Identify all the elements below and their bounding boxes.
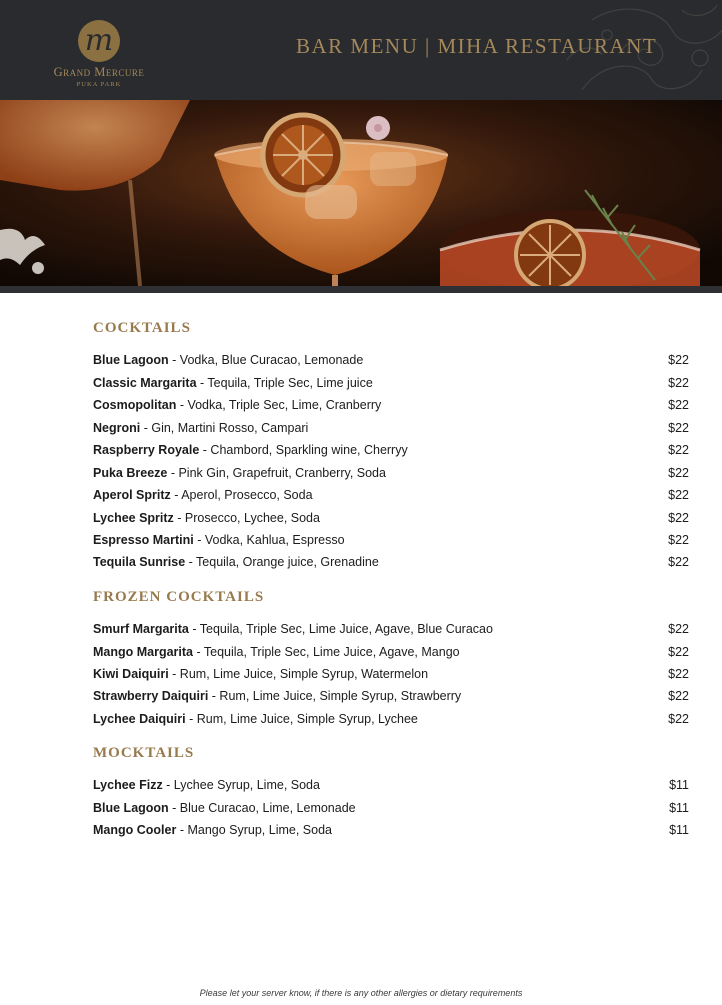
- item-name: Negroni: [93, 421, 141, 435]
- menu-item: [93, 821, 689, 839]
- item-price: $22: [668, 645, 689, 659]
- menu-item: [93, 799, 689, 817]
- item-desc: - Lychee Syrup, Lime, Soda: [162, 778, 320, 792]
- item-desc: - Tequila, Triple Sec, Lime Juice, Agave, Blue Curacao: [188, 622, 493, 636]
- section-heading-frozen: FROZEN COCKTAILS: [93, 589, 265, 605]
- item-desc: - Rum, Lime Juice, Simple Syrup, Strawberry: [208, 689, 462, 703]
- menu-item: [93, 776, 689, 794]
- item-price: $22: [668, 689, 689, 703]
- item-desc: - Gin, Martini Rosso, Campari: [140, 421, 309, 435]
- section-heading-cocktails: COCKTAILS: [93, 320, 191, 336]
- menu-item: [93, 531, 689, 549]
- page-header: [0, 0, 722, 100]
- menu-item: [93, 509, 689, 527]
- item-name: Classic Margarita: [93, 376, 197, 390]
- item-desc: - Mango Syrup, Lime, Soda: [176, 823, 332, 837]
- item-price: $22: [668, 376, 689, 390]
- menu-item: [93, 396, 689, 414]
- menu-item: [93, 665, 689, 683]
- item-price: $22: [668, 488, 689, 502]
- divider-stripe: [0, 286, 722, 293]
- menu-item: [93, 710, 689, 728]
- menu-item: [93, 419, 689, 437]
- item-price: $22: [668, 466, 689, 480]
- item-price: $11: [669, 823, 689, 837]
- item-price: $11: [669, 778, 689, 792]
- item-desc: - Tequila, Orange juice, Grenadine: [185, 555, 379, 569]
- item-price: $22: [668, 555, 689, 569]
- menu-item: [93, 553, 689, 571]
- item-price: $22: [668, 511, 689, 525]
- menu-item: [93, 351, 689, 369]
- menu-item: [93, 374, 689, 392]
- item-price: $22: [668, 398, 689, 412]
- item-desc: - Blue Curacao, Lime, Lemonade: [168, 801, 356, 815]
- page-title: BAR MENU | MIHA RESTAURANT: [296, 34, 658, 58]
- item-name: Kiwi Daiquiri: [93, 667, 169, 681]
- hero-image: [0, 100, 722, 286]
- item-desc: - Tequila, Triple Sec, Lime Juice, Agave, Mango: [193, 645, 460, 659]
- item-name: Strawberry Daiquiri: [93, 689, 209, 703]
- menu-item: [93, 464, 689, 482]
- menu-item: [93, 643, 689, 661]
- item-name: Espresso Martini: [93, 533, 194, 547]
- item-name: Mango Margarita: [93, 645, 194, 659]
- logo-letter: m: [84, 23, 114, 58]
- item-desc: - Prosecco, Lychee, Soda: [173, 511, 320, 525]
- menu-item: [93, 687, 689, 705]
- section-heading-mocktails: MOCKTAILS: [93, 745, 195, 761]
- item-desc: - Tequila, Triple Sec, Lime juice: [196, 376, 373, 390]
- item-desc: - Vodka, Triple Sec, Lime, Cranberry: [176, 398, 382, 412]
- item-desc: - Vodka, Kahlua, Espresso: [193, 533, 345, 547]
- item-price: $22: [668, 712, 689, 726]
- item-desc: - Aperol, Prosecco, Soda: [170, 488, 313, 502]
- item-price: $22: [668, 622, 689, 636]
- item-desc: - Vodka, Blue Curacao, Lemonade: [168, 353, 364, 367]
- item-name: Mango Cooler: [93, 823, 177, 837]
- item-desc: - Chambord, Sparkling wine, Cherryy: [199, 443, 408, 457]
- brand-name: Grand Mercure: [53, 65, 145, 79]
- item-name: Blue Lagoon: [93, 353, 169, 367]
- item-name: Lychee Fizz: [93, 778, 163, 792]
- item-price: $22: [668, 667, 689, 681]
- brand-logo: [40, 20, 158, 92]
- menu-item: [93, 486, 689, 504]
- item-name: Tequila Sunrise: [93, 555, 186, 569]
- item-name: Smurf Margarita: [93, 622, 189, 636]
- item-name: Puka Breeze: [93, 466, 168, 480]
- item-name: Lychee Spritz: [93, 511, 174, 525]
- item-price: $22: [668, 443, 689, 457]
- brand-sub: PUKA PARK: [76, 81, 122, 88]
- item-price: $11: [669, 801, 689, 815]
- menu-item: [93, 441, 689, 459]
- item-desc: - Pink Gin, Grapefruit, Cranberry, Soda: [167, 466, 386, 480]
- menu-item: [93, 620, 689, 638]
- cocktail-photo-icon: [0, 100, 722, 286]
- item-name: Cosmopolitan: [93, 398, 177, 412]
- item-name: Lychee Daiquiri: [93, 712, 186, 726]
- item-name: Raspberry Royale: [93, 443, 200, 457]
- allergy-note: Please let your server know, if there is any other allergies or dietary requirements: [199, 988, 523, 998]
- item-name: Blue Lagoon: [93, 801, 169, 815]
- item-desc: - Rum, Lime Juice, Simple Syrup, Lychee: [185, 712, 418, 726]
- item-name: Aperol Spritz: [93, 488, 171, 502]
- item-price: $22: [668, 533, 689, 547]
- item-price: $22: [668, 421, 689, 435]
- item-desc: - Rum, Lime Juice, Simple Syrup, Watermelon: [168, 667, 429, 681]
- item-price: $22: [668, 353, 689, 367]
